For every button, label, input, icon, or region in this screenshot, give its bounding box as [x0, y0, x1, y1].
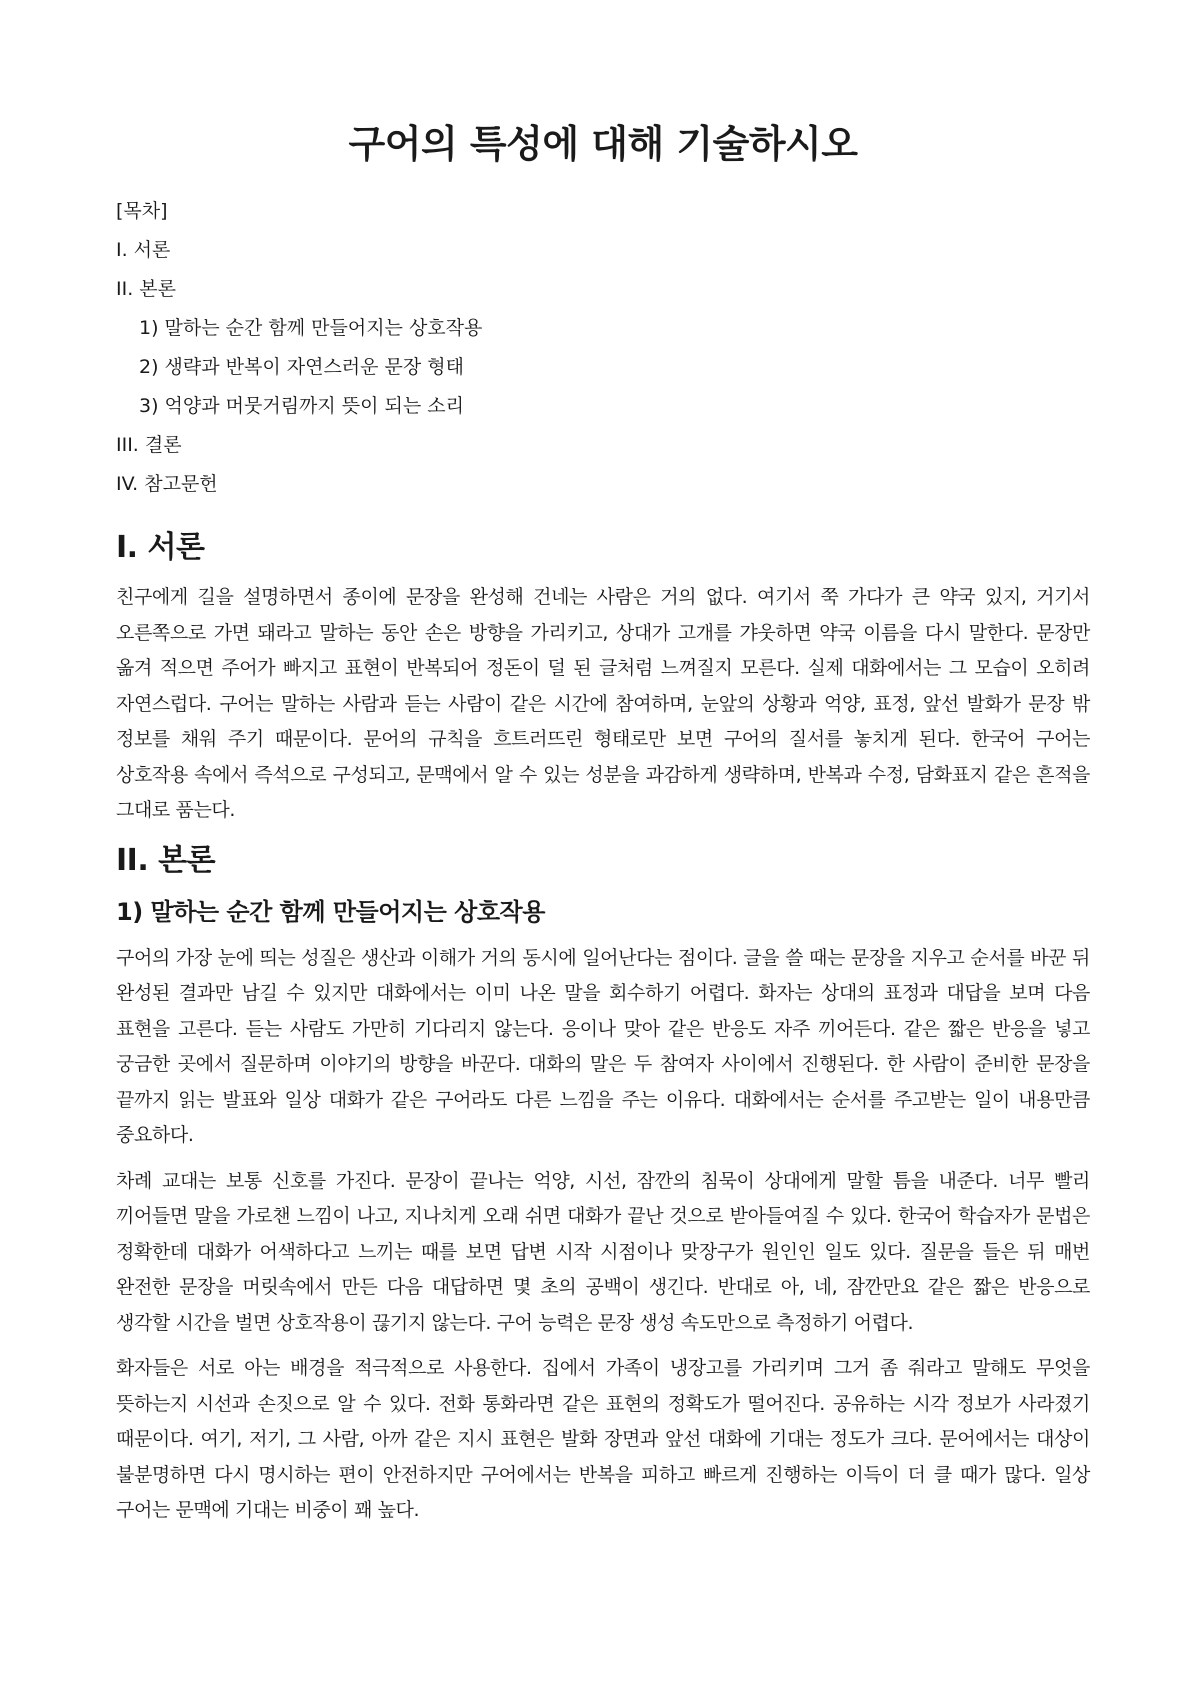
toc-item-body-1: 1) 말하는 순간 함께 만들어지는 상호작용	[139, 317, 483, 339]
toc-item-references: IV. 참고문헌	[116, 473, 218, 495]
document-title: 구어의 특성에 대해 기술하시오	[348, 122, 858, 166]
toc-item-body-3: 3) 억양과 머뭇거림까지 뜻이 되는 소리	[139, 395, 465, 417]
toc-item-body-2: 2) 생략과 반복이 자연스러운 문장 형태	[139, 356, 465, 378]
toc-item-intro: I. 서론	[116, 239, 171, 261]
table-of-contents	[116, 192, 1090, 504]
toc-item-conclusion: III. 결론	[116, 434, 182, 456]
body-paragraph: 화자들은 서로 아는 배경을 적극적으로 사용한다. 집에서 가족이 냉장고를 가리키며 그거 좀 줘라고 말해도 무엇을 뜻하는지 시선과 손짓으로 알 수 있다. 전화 통화라면 같은 표현의 정확도가 떨어진다. 공유하는 시각 정보가 사라졌기 때문이다. 여기, 저기, 그 사람, 아까 같은 지시 표현은 발화 장면과 앞선 대화에 기대는 정도가 크다. 문어에서는 대상이 불분명하면 다시 명시하는 편이 안전하지만 구어에서는 반복을 피하고 빠르게 진행하는 이득이 더 클 때가 많다. 일상 구어는 문맥에 기대는 비중이 꽤 높다.	[116, 1357, 1090, 1521]
subsection-interaction	[116, 893, 1090, 1529]
body-paragraph: 구어의 가장 눈에 띄는 성질은 생산과 이해가 거의 동시에 일어난다는 점이다. 글을 쓸 때는 문장을 지우고 순서를 바꾼 뒤 완성된 결과만 남길 수 있지만 대화에서는 이미 나온 말을 회수하기 어렵다. 화자는 상대의 표정과 대답을 보며 다음 표현을 고른다. 듣는 사람도 가만히 기다리지 않는다. 응이나 맞아 같은 반응도 자주 끼어든다. 같은 짧은 반응을 넣고 궁금한 곳에서 질문하며 이야기의 방향을 바꾼다. 대화의 말은 두 참여자 사이에서 진행된다. 한 사람이 준비한 문장을 끝까지 읽는 발표와 일상 대화가 같은 구어라도 다른 느낌을 주는 이유다. 대화에서는 순서를 주고받는 일이 내용만큼 중요하다.	[116, 946, 1090, 1146]
body-section	[116, 839, 1090, 1529]
toc-item-body: II. 본론	[116, 278, 176, 300]
intro-section	[116, 526, 1090, 829]
body-heading: II. 본론	[116, 842, 216, 878]
subsection-heading: 1) 말하는 순간 함께 만들어지는 상호작용	[116, 897, 545, 926]
intro-heading: I. 서론	[116, 530, 205, 565]
body-paragraph: 차례 교대는 보통 신호를 가진다. 문장이 끝나는 억양, 시선, 잠깐의 침묵이 상대에게 말할 틈을 내준다. 너무 빨리 끼어들면 말을 가로챈 느낌이 나고, 지나치게 오래 쉬면 대화가 끝난 것으로 받아들여질 수 있다. 한국어 학습자가 문법은 정확한데 대화가 어색하다고 느끼는 때를 보면 답변 시작 시점이나 맞장구가 원인인 일도 있다. 질문을 들은 뒤 매번 완전한 문장을 머릿속에서 만든 다음 대답하면 몇 초의 공백이 생긴다. 반대로 아, 네, 잠깐만요 같은 짧은 반응으로 생각할 시간을 벌면 상호작용이 끊기지 않는다. 구어 능력은 문장 생성 속도만으로 측정하기 어렵다.	[116, 1169, 1090, 1334]
intro-paragraph: 친구에게 길을 설명하면서 종이에 문장을 완성해 건네는 사람은 거의 없다. 여기서 쭉 가다가 큰 약국 있지, 거기서 오른쪽으로 가면 돼라고 말하는 동안 손은 방향을 가리키고, 상대가 고개를 갸웃하면 약국 이름을 다시 말한다. 문장만 옮겨 적으면 주어가 빠지고 표현이 반복되어 정돈이 덜 된 글처럼 느껴질지 모른다. 실제 대화에서는 그 모습이 오히려 자연스럽다. 구어는 말하는 사람과 듣는 사람이 같은 시간에 참여하며, 눈앞의 상황과 억양, 표정, 앞선 발화가 문장 밖 정보를 채워 주기 때문이다. 문어의 규칙을 흐트러뜨린 형태로만 보면 구어의 질서를 놓치게 된다. 한국어 구어는 상호작용 속에서 즉석으로 구성되고, 문맥에서 알 수 있는 성분을 과감하게 생략하며, 반복과 수정, 담화표지 같은 흔적을 그대로 품는다.	[116, 586, 1090, 821]
toc-heading: [목차]	[116, 200, 168, 222]
